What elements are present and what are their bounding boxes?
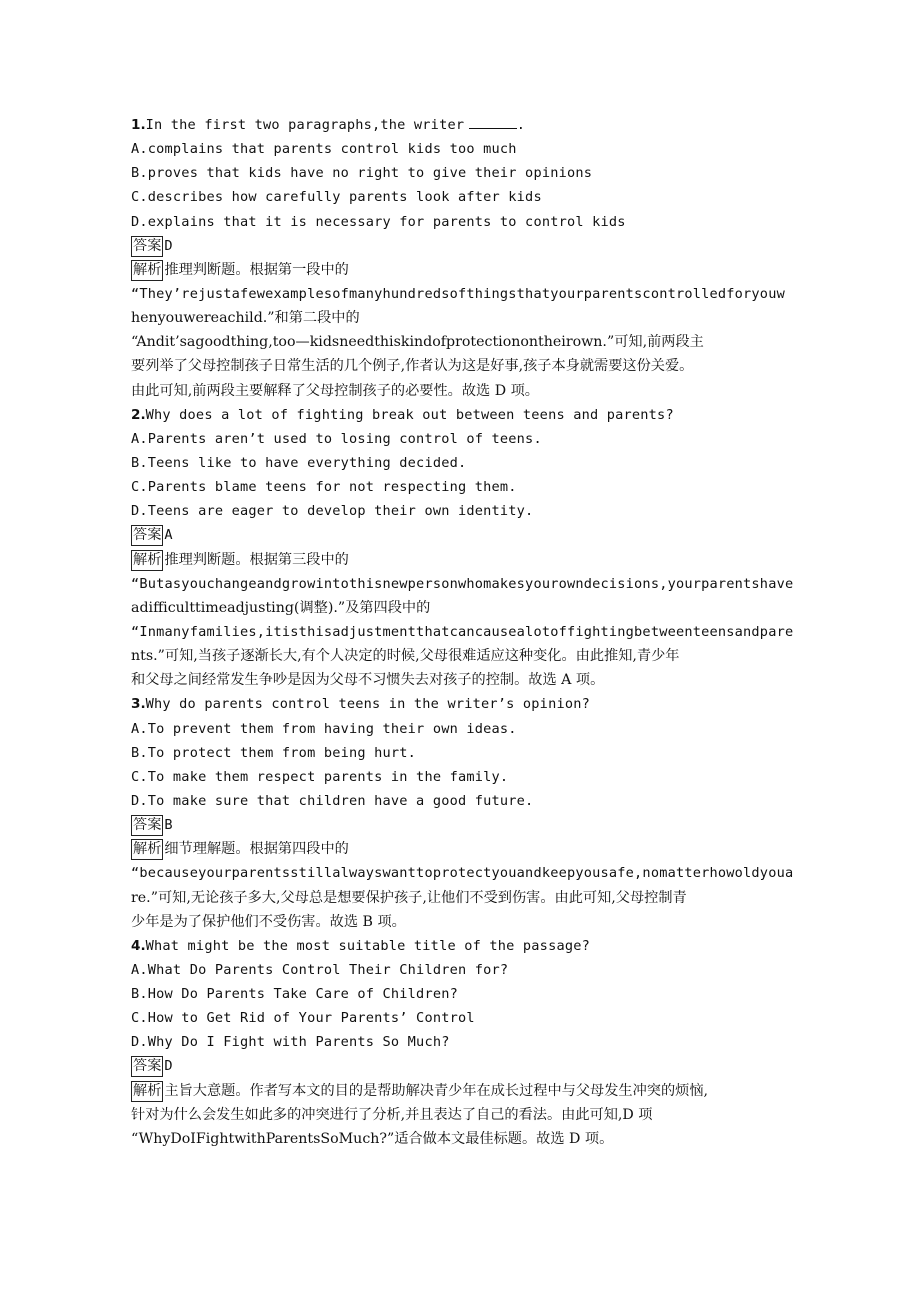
question-2-stem [131, 403, 793, 427]
question-number: 4. [131, 937, 146, 954]
analysis-text: “Andit’sagoodthing,too—kidsneedthiskindofprotectionontheirown.”可知,前两段主 [131, 334, 704, 351]
option-b: B.proves that kids have no right to give their opinions [131, 165, 593, 182]
analysis-text: “WhyDoIFightwithParentsSoMuch?”适合做本文最佳标题。故选 D 项。 [131, 1130, 614, 1147]
analysis-text: “becauseyourparentsstillalwayswanttoprotectyouandkeepyousafe,nomatterhowoldyoua [131, 865, 794, 882]
option-a: A.What Do Parents Control Their Children for? [131, 961, 509, 978]
analysis-label: 解析 [131, 260, 163, 281]
analysis-text: 由此可知,前两段主要解释了父母控制孩子的必要性。故选 D 项。 [131, 382, 539, 399]
option-d: D.To make sure that children have a good future. [131, 792, 534, 809]
option-d: D.Teens are eager to develop their own identity. [131, 503, 534, 520]
analysis-label: 解析 [131, 550, 163, 571]
answer-label: 答案 [131, 525, 163, 546]
analysis-text: adifficulttimeadjusting(调整).”及第四段中的 [131, 599, 431, 616]
analysis-text: “They’rejustafewexamplesofmanyhundredsofthingsthatyourparentscontrolledforyouw [131, 285, 785, 302]
analysis-line [131, 258, 793, 282]
analysis-text: 推理判断题。根据第一段中的 [164, 261, 349, 278]
answer-line [131, 523, 793, 547]
analysis-text: 推理判断题。根据第三段中的 [164, 551, 349, 568]
answer-blank [469, 116, 517, 129]
answer-label: 答案 [131, 815, 163, 836]
question-3-stem [131, 692, 793, 716]
question-text: What might be the most suitable title of the passage? [145, 937, 590, 954]
option-c: C.To make them respect parents in the family. [131, 768, 509, 785]
answer-value: A [164, 527, 173, 544]
option-a: A.Parents aren’t used to losing control of teens. [131, 430, 542, 447]
option-c: C.How to Get Rid of Your Parents’ Control [131, 1010, 475, 1027]
analysis-line [131, 1079, 793, 1103]
question-number: 1. [131, 117, 146, 133]
answer-line [131, 234, 793, 258]
analysis-text: 主旨大意题。作者写本文的目的是帮助解决青少年在成长过程中与父母发生冲突的烦恼, [164, 1082, 709, 1099]
question-text: Why does a lot of fighting break out between teens and parents? [145, 406, 674, 423]
question-text: In the first two paragraphs,the writer [145, 117, 465, 133]
answer-line [131, 813, 793, 837]
option-b: B.How Do Parents Take Care of Children? [131, 986, 458, 1003]
answer-line [131, 1054, 793, 1078]
analysis-line [131, 837, 793, 861]
analysis-text: 针对为什么会发生如此多的冲突进行了分析,并且表达了自己的看法。由此可知,D 项 [131, 1106, 653, 1123]
analysis-label: 解析 [131, 839, 163, 860]
analysis-text: 细节理解题。根据第四段中的 [164, 841, 349, 858]
option-d: D.Why Do I Fight with Parents So Much? [131, 1034, 450, 1051]
option-c: C.describes how carefully parents look after kids [131, 189, 542, 206]
option-b: B.Teens like to have everything decided. [131, 454, 467, 471]
answer-label: 答案 [131, 236, 163, 257]
analysis-text: 和父母之间经常发生争吵是因为父母不习惯失去对孩子的控制。故选 A 项。 [131, 672, 605, 689]
answer-value: B [164, 817, 173, 834]
analysis-text: re.”可知,无论孩子多大,父母总是想要保护孩子,让他们不受到伤害。由此可知,父母控制青 [131, 889, 687, 906]
option-c: C.Parents blame teens for not respecting them. [131, 479, 517, 496]
analysis-text: 要列举了父母控制孩子日常生活的几个例子,作者认为这是好事,孩子本身就需要这份关爱。 [131, 358, 694, 375]
question-text: Why do parents control teens in the writer’s opinion? [145, 696, 590, 713]
question-number: 2. [131, 406, 146, 423]
stem-period: . [516, 117, 526, 133]
analysis-label: 解析 [131, 1081, 163, 1102]
analysis-text: “Butasyouchangeandgrowintothisnewpersonwhomakesyourowndecisions,yourparentshave [131, 575, 794, 592]
question-1-stem [131, 113, 793, 137]
document-body [131, 113, 793, 1151]
answer-label: 答案 [131, 1056, 163, 1077]
analysis-text: henyouwereachild.”和第二段中的 [131, 310, 360, 327]
option-a: A.To prevent them from having their own ideas. [131, 720, 517, 737]
answer-value: D [164, 237, 173, 254]
option-b: B.To protect them from being hurt. [131, 744, 417, 761]
answer-value: D [164, 1058, 173, 1075]
analysis-line [131, 548, 793, 572]
question-4-stem [131, 934, 793, 958]
analysis-text: nts.”可知,当孩子逐渐长大,有个人决定的时候,父母很难适应这种变化。由此推知,青少年 [131, 648, 680, 665]
analysis-text: 少年是为了保护他们不受伤害。故选 B 项。 [131, 913, 406, 930]
option-d: D.explains that it is necessary for parents to control kids [131, 213, 626, 230]
option-a: A.complains that parents control kids too much [131, 141, 517, 158]
analysis-text: “Inmanyfamilies,itisthisadjustmentthatcancausealotoffightingbetweenteensandpare [131, 623, 794, 640]
question-number: 3. [131, 696, 146, 713]
